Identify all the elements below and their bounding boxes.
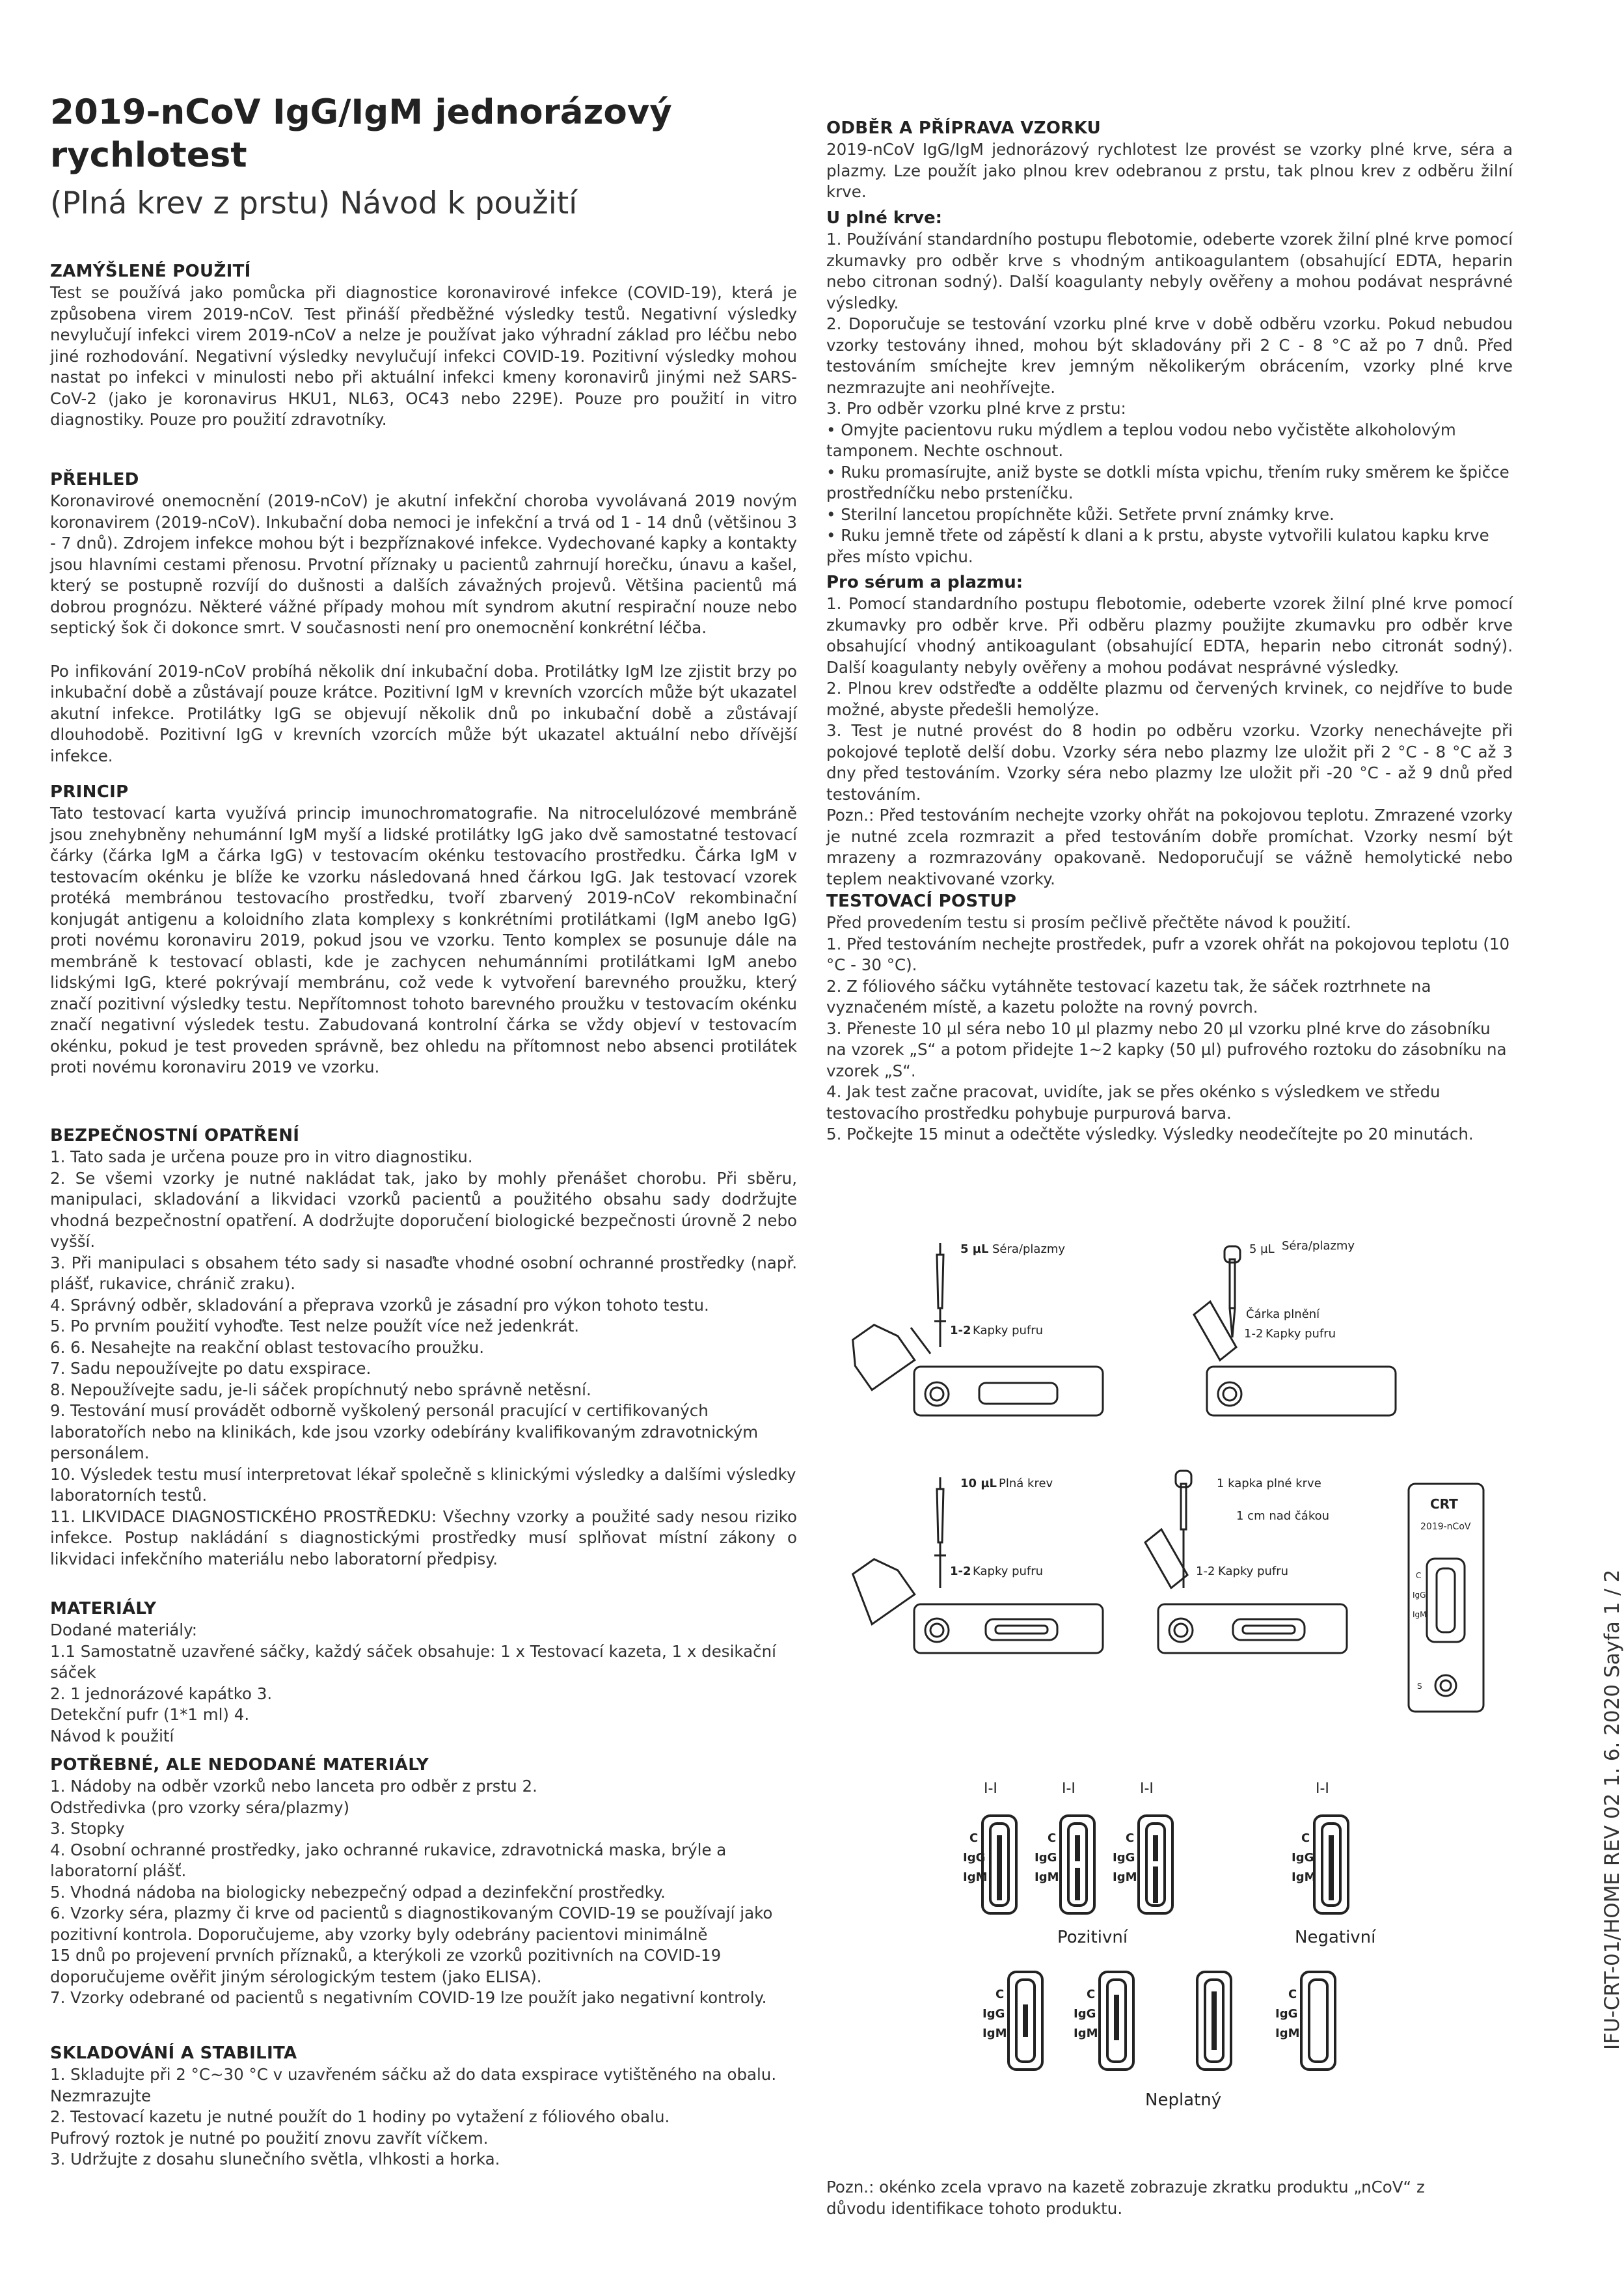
- section-text: Po infikování 2019-nCoV probíhá několik dní inkubační doba. Protilátky IgM lze zjistit brzy po inkubační době a zůstávají pouze krátce. Pozitivní IgM v krevních vzorcích může být ukazatel akutní infekce. Protilátky IgG se objevují několik dnů po inkubační době a zůstávají dlouhodobě. Pozitivní IgG v krevních vzorcích může být ukazatel aktuální nebo dřívější infekce.: [50, 661, 797, 765]
- section-heading: PRINCIP: [50, 782, 129, 802]
- list-item: Nezmrazujte: [50, 2086, 152, 2105]
- list-item: 11. LIKVIDACE DIAGNOSTICKÉHO PROSTŘEDKU: Všechny vzorky a použité sady nesou riziko infekce. Postup nakládání s diagnostickými prostředky musí splňovat místní zákony o likvidaci infekčního materiálu nebo laboratorní předpisy.: [50, 1507, 797, 1568]
- buffer-drops-3: 1-2: [950, 1565, 971, 1578]
- result-band: [1153, 1866, 1158, 1903]
- list-item: 3. Stopky: [50, 1819, 125, 1838]
- section-whole-blood: [826, 207, 1513, 567]
- list-item: 2. Se všemi vzorky je nutné nakládat tak, jako by mohly přenášet chorobu. Při sběru, manipulaci, skladování a likvidaci vzorků pacientů a použitého obsahu sady dodržujte vhodná bezpečnostní opatření. A dodržujte doporučení biologické bezpečnosti úrovně 2 nebo vyšší.: [50, 1168, 797, 1251]
- list-item: 4. Správný odběr, skladování a přeprava vzorků je zásadní pro výkon tohoto testu.: [50, 1295, 709, 1315]
- serum-label: Séra/plazmy: [992, 1242, 1066, 1256]
- list-item: 3. Udržujte z dosahu slunečního světla, vlhkosti a horka.: [50, 2150, 500, 2168]
- list-item: 7. Sadu nepoužívejte po datu exspirace.: [50, 1359, 372, 1378]
- cassette-igg: IgG: [1413, 1591, 1426, 1600]
- positive-label: Pozitivní: [1057, 1928, 1128, 1947]
- bracket-label: I-I: [1062, 1781, 1076, 1797]
- list-item: 3. Pro odběr vzorku plné krve z prstu:: [826, 399, 1126, 418]
- list-item: 2. Testovací kazetu je nutné použít do 1 hodiny po vytažení z fóliového obalu.: [50, 2107, 670, 2126]
- label-igm: IgM: [963, 1870, 988, 1884]
- list-item: • Omyjte pacientovu ruku mýdlem a teplou vodou nebo vyčistěte alkoholovým tamponem. Nechte oschnout.: [826, 420, 1456, 460]
- list-item: 3. Přeneste 10 µl séra nebo 10 µl plazmy nebo 20 µl vzorku plné krve do zásobníku na vzorek „S“ a potom přidejte 1~2 kapky (50 µl) pufrového roztoku do zásobníku na vzorek „S“.: [826, 1018, 1507, 1080]
- section-text: Koronavirové onemocnění (2019-nCoV) je akutní infekční choroba vyvolávaná 2019 novým koronavirem (2019-nCoV). Inkubační doba nemoci je infekční a trvá od 1 - 14 dnů (většinou 3 - 7 dnů). Zdrojem infekce mohou být i bezpříznakové infekce. Vydechované kapky a kontakty jsou hlavními cestami přenosu. Prvotní příznaky u pacientů zahrnují horečku, únavu a kašel, který se postupně rozvíjí do dušnosti a dalších závažných projevů. Většina pacientů má dobrou prognózu. Některé vážné případy mohou mít syndrom akutní respirační nouze nebo septický šok či dokonce smrt. V současnosti není pro onemocnění konkrétní léčba.: [50, 491, 797, 637]
- section-subheading: U plné krve:: [826, 208, 942, 228]
- result-band: [1023, 2004, 1028, 2037]
- list-item: 1.1 Samostatně uzavřené sáčky, každý sáček obsahuje: 1 x Testovací kazeta, 1 x desikační sáček: [50, 1641, 776, 1682]
- bracket-label: I-I: [984, 1781, 997, 1797]
- list-item: 1. Před testováním nechejte prostředek, pufr a vzorek ohřát na pokojovou teplotu (10 °C - 30 °C).: [826, 934, 1510, 974]
- list-item: Odstředivka (pro vzorky séra/plazmy): [50, 1798, 350, 1817]
- list-item: 1. Tato sada je určena pouze pro in vitro diagnostiku.: [50, 1147, 473, 1166]
- blood-step: [842, 1471, 1347, 1653]
- bracket-label: I-I: [1316, 1781, 1329, 1797]
- section-storage: [50, 2042, 797, 2170]
- label-igm: IgM: [1113, 1870, 1137, 1884]
- label-c: C: [969, 1831, 979, 1845]
- section-overview: [50, 469, 797, 767]
- list-item: Detekční pufr (1*1 ml) 4.: [50, 1705, 250, 1724]
- section-serum-plasma: [826, 571, 1513, 890]
- list-item: 15 dnů po projevení prvních příznaků, a kterýkoli ze vzorků pozitivních na COVID-19 doporučujeme ověřit jiným sérologickým testem (jako ELISA).: [50, 1946, 722, 1986]
- list-item: 2. Doporučuje se testování vzorku plné krve v době odběru vzorku. Pokud nebudou vzorky testovány ihned, mohou být skladovány při 2 C - 8 °C až po 7 dnů. Před testováním smíchejte krev jemným několikerým obrácením, vzorky plné krve nezmrazujte ani neohřívejte.: [826, 314, 1513, 397]
- list-item: Pozn.: Před testováním nechejte vzorky ohřát na pokojovou teplotu. Zmrazené vzorky je nutné zcela rozmrazit a před testováním dobře promíchat. Vzorky nesmí být mrazeny a rozmrazovány opakovaně. Nedoporučují se vážně hemolytické nebo teplem neaktivované vzorky.: [826, 806, 1513, 888]
- section-test-procedure: [826, 890, 1513, 1145]
- results-diagram: [937, 1770, 1431, 2135]
- section-heading: MATERIÁLY: [50, 1599, 157, 1619]
- list-item: 1. Skladujte při 2 °C~30 °C v uzavřeném sáčku až do data exspirace vytištěného na obalu.: [50, 2065, 777, 2084]
- document-title: [50, 91, 766, 177]
- procedure-diagram: [839, 1224, 1529, 1757]
- section-heading: SKLADOVÁNÍ A STABILITA: [50, 2044, 297, 2063]
- label-c: C: [1126, 1831, 1135, 1845]
- buffer-label-2: Kapky pufru: [1265, 1327, 1336, 1341]
- list-item: 4. Osobní ochranné prostředky, jako ochranné rukavice, zdravotnická maska, brýle a laboratorní plášť.: [50, 1840, 727, 1880]
- list-item: 9. Testování musí provádět odborně vyškolený personál pracující v certifikovaných laboratořích nebo na klinikách, kde jsou vzorky odebírány kvalifikovaným zdravotnickým personálem.: [50, 1401, 759, 1462]
- result-band: [1329, 1835, 1334, 1900]
- label-igg: IgG: [982, 2007, 1005, 2021]
- label-igg: IgG: [963, 1851, 986, 1865]
- list-item: 5. Po prvním použití vyhoďte. Test nelze použít více než jedenkrát.: [50, 1317, 580, 1335]
- list-item: 7. Vzorky odebrané od pacientů s negativním COVID-19 lze použít jako negativní kontroly.: [50, 1988, 767, 2007]
- section-heading: BEZPEČNOSTNÍ OPATŘENÍ: [50, 1126, 300, 1145]
- label-c: C: [1288, 1988, 1297, 2001]
- cassette-igm: IgM: [1413, 1610, 1427, 1619]
- section-intended-use: [50, 260, 797, 431]
- result-band: [997, 1835, 1002, 1900]
- section-not-supplied: [50, 1754, 797, 2009]
- cassette-brand: CRT: [1430, 1496, 1458, 1512]
- buffer-label-4: Kapky pufru: [1218, 1565, 1289, 1578]
- list-item: 6. Vzorky séra, plazmy či krve od pacientů s diagnostikovaným COVID-19 se používají jako pozitivní kontrola. Doporučujeme, aby vzorky byly odebrány pacientovi minimálně: [50, 1904, 773, 1944]
- label-igg: IgG: [1074, 2007, 1096, 2021]
- bracket-label: I-I: [1140, 1781, 1154, 1797]
- list-item: 4. Jak test začne pracovat, uvidíte, jak se přes okénko s výsledkem ve středu testovacího prostředku pohybuje purpurová barva.: [826, 1082, 1441, 1123]
- label-igg: IgG: [1113, 1851, 1135, 1865]
- section-text: Test se používá jako pomůcka při diagnostice koronavirové infekce (COVID-19), která je způsobena virem 2019-nCoV. Test přináší předběžné výsledky testů. Negativní výsledky nevylučují infekci virem 2019-nCoV a nelze je používat jako výhradní základ pro léčbu nebo jiné rozhodování. Negativní výsledky nevylučují infekci COVID-19. Pozitivní výsledky mohou nastat po infekci v minulosti nebo při aktuální infekci kmeny koronavirů jinými než SARS-CoV-2 (jako je koronavirus HKU1, NL63, OC43 nebo 229E). Pouze pro použití in vitro diagnostiky. Pouze pro použití zdravotníky.: [50, 283, 797, 429]
- result-window: [1301, 1972, 1335, 2070]
- list-item: 5. Vhodná nádoba na biologicky nebezpečný odpad a dezinfekční prostředky.: [50, 1882, 666, 1902]
- section-heading: ODBĚR A PŘÍPRAVA VZORKU: [826, 118, 1102, 138]
- label-igg: IgG: [1035, 1851, 1057, 1865]
- figure-note: Pozn.: okénko zcela vpravo na kazetě zobrazuje zkratku produktu „nCoV“ z důvodu identifikace tohoto produktu.: [826, 2178, 1425, 2218]
- document-reference: IFU-CRT-01/HOME REV 02 1. 6. 2020 Sayfa 1 / 2: [1601, 1569, 1624, 2050]
- label-igg: IgG: [1275, 2007, 1298, 2021]
- label-igm: IgM: [1074, 2027, 1098, 2040]
- section-subheading: Pro sérum a plazmu:: [826, 573, 1023, 592]
- cassette-product: 2019-nCoV: [1420, 1522, 1471, 1532]
- label-igm: IgM: [1275, 2027, 1300, 2040]
- list-item: 10. Výsledek testu musí interpretovat lékař společně s klinickými výsledky a dalšími výsledky laboratorních testů.: [50, 1464, 796, 1505]
- list-item: 3. Při manipulaci s obsahem této sady si nasaďte vhodné osobní ochranné prostředky (např. plášť, rukavice, chránič zraku).: [50, 1253, 797, 1293]
- cassette-s: S: [1417, 1682, 1422, 1691]
- blood-volume: 10 µL: [960, 1477, 997, 1490]
- title-line-2: rychlotest: [50, 135, 247, 175]
- list-item: 6. 6. Nesahejte na reakční oblast testovacího proužku.: [50, 1337, 484, 1357]
- section-heading: POTŘEBNÉ, ALE NEDODANÉ MATERIÁLY: [50, 1755, 429, 1775]
- list-item: • Ruku promasírujte, aniž byste se dotkli místa vpichu, třením ruky směrem ke špičce prostředníčku nebo prsteníčku.: [826, 462, 1509, 502]
- list-item: 2. Z fóliového sáčku vytáhněte testovací kazetu tak, že sáček roztrhnete na vyznačeném místě, a kazetu položte na rovný povrch.: [826, 976, 1431, 1017]
- list-item: 2. 1 jednorázové kapátko 3.: [50, 1684, 273, 1703]
- buffer-label: Kapky pufru: [973, 1324, 1044, 1337]
- list-item: 8. Nepoužívejte sadu, je-li sáček propíchnutý nebo správně netěsní.: [50, 1380, 591, 1399]
- list-item: Návod k použití: [50, 1726, 174, 1745]
- list-item: 1. Nádoby na odběr vzorků nebo lanceta pro odběr z prstu 2.: [50, 1777, 537, 1796]
- serum-volume: 5 µL: [960, 1242, 989, 1256]
- label-igm: IgM: [1292, 1870, 1316, 1884]
- label-c: C: [1301, 1831, 1310, 1845]
- label-c: C: [995, 1988, 1005, 2001]
- title-line-1: 2019-nCoV IgG/IgM jednorázový: [50, 92, 672, 132]
- result-band: [1153, 1835, 1158, 1861]
- label-igm: IgM: [982, 2027, 1007, 2040]
- list-item: Dodané materiály:: [50, 1620, 198, 1639]
- section-materials: [50, 1598, 797, 1747]
- negative-label: Negativní: [1295, 1928, 1376, 1947]
- one-drop-label: 1 kapka plné krve: [1217, 1477, 1321, 1490]
- list-item: • Ruku jemně třete od zápěstí k dlani a k prstu, abyste vytvořili kulatou kapku krve přes místo vpichu.: [826, 526, 1489, 566]
- serum-volume-2: 5 µL: [1249, 1242, 1275, 1256]
- document-subtitle: (Plná krev z prstu) Návod k použití: [50, 185, 578, 221]
- above-line-label: 1 cm nad čákou: [1236, 1509, 1330, 1523]
- list-item: 2. Plnou krev odstřeďte a oddělte plazmu od červených krvinek, co nejdříve to bude možné, abyste předešli hemolýze.: [826, 679, 1513, 719]
- buffer-drops-4: 1-2: [1196, 1565, 1215, 1578]
- label-igm: IgM: [1035, 1870, 1059, 1884]
- buffer-label-3: Kapky pufru: [973, 1565, 1044, 1578]
- cassette-c: C: [1416, 1571, 1422, 1580]
- result-band: [1075, 1868, 1080, 1900]
- invalid-label: Neplatný: [1145, 2090, 1222, 2110]
- blood-label: Plná krev: [999, 1477, 1053, 1490]
- list-item: 3. Test je nutné provést do 8 hodin po odběru vzorku. Vzorky nenechávejte při pokojové teplotě delší dobu. Vzorky séra nebo plazmy lze uložit při 2 °C - 8 °C až 3 dny před testováním. Vzorky séra nebo plazmy lze uložit při -20 °C - až 9 dnů před testováním.: [826, 721, 1513, 804]
- list-item: Před provedením testu si prosím pečlivě přečtěte návod k použití.: [826, 913, 1351, 932]
- list-item: Pufrový roztok je nutné po použití znovu zavřít víčkem.: [50, 2128, 489, 2148]
- result-band: [1075, 1835, 1080, 1861]
- section-text: Tato testovací karta využívá princip imunochromatografie. Na nitrocelulózové membráně jsou znehybněny nehumánní IgM myší a lidské protilátky IgG jako dvě samostatné testovací čárky (čárka IgM a čárka IgG) v testovacím okénku testovacího prostředku. Čárka IgM v testovacím okénku je blíže ke vzorku následovaná hned čárkou IgG. Jak testovací vzorek protéká membránou testovacího prostředku, tvoří zbarvený 2019-nCoV rekombinační konjugát antigenu a koloidního zlata komplexy s konkrétními protilátkami (IgM anebo IgG) proti novému koronaviru 2019, pokud jsou ve vzorku. Tento komplex se posunuje dále na membráně k testovací oblasti, kde je zachycen nehumánními protilátkami IgM anebo lidskými IgG, které pokrývají membránu, což vede k vytvoření barevného proužku, který značí pozitivní výsledky testu. Nepřítomnost tohoto barevného proužku v testovacím okénku značí negativní výsledek testu. Zabudovaná kontrolní čárka se vždy objeví v testovacím okénku, pokud je test proveden správně, bez ohledu na přítomnost nebo absenci protilátek proti novému koronaviru 2019 ve vzorku.: [50, 804, 797, 1076]
- section-sample-collection: [826, 117, 1513, 203]
- section-heading: PŘEHLED: [50, 470, 139, 489]
- label-c: C: [1048, 1831, 1057, 1845]
- result-band: [1211, 1991, 1217, 2050]
- section-heading: ZAMÝŠLENÉ POUŽITÍ: [50, 262, 251, 281]
- section-heading: TESTOVACÍ POSTUP: [826, 892, 1017, 911]
- list-item: • Sterilní lancetou propíchněte kůži. Setřete první známky krve.: [826, 504, 1334, 524]
- buffer-drops: 1-2: [950, 1324, 971, 1337]
- buffer-drops-2: 1-2: [1244, 1327, 1264, 1341]
- label-igg: IgG: [1292, 1851, 1314, 1865]
- section-text: 2019-nCoV IgG/IgM jednorázový rychlotest lze provést se vzorky plné krve, séra a plazmy. Lze použít jako plnou krev odebranou z prstu, tak plnou krev z odběru žilní krve.: [826, 140, 1513, 201]
- section-principle: [50, 781, 797, 1078]
- list-item: 1. Používání standardního postupu flebotomie, odeberte vzorek žilní plné krve pomocí zkumavky pro odběr krve s vhodným antikoagulantem (obsahující EDTA, heparin nebo citronan sodný). Další koagulanty nebyly ověřeny a mohou podávat nesprávné výsledky.: [826, 230, 1513, 312]
- section-safety: [50, 1125, 797, 1570]
- fill-line-label: Čárka plnění: [1246, 1307, 1320, 1321]
- list-item: 1. Pomocí standardního postupu flebotomie, odeberte vzorek žilní plné krve pomocí zkumavky pro odběr krve. Při odběru plazmy použijte zkumavku pro odběr krve obsahující vhodný antikoagulant (obsahující EDTA, heparin nebo citronát sodný). Další koagulanty nebyly ověřeny a mohou podávat nesprávné výsledky.: [826, 594, 1513, 677]
- serum-label-2: Séra/plazmy: [1282, 1239, 1355, 1253]
- result-band: [1114, 1995, 1119, 2040]
- list-item: 5. Počkejte 15 minut a odečtěte výsledky. Výsledky neodečítejte po 20 minutách.: [826, 1125, 1474, 1143]
- label-c: C: [1087, 1988, 1096, 2001]
